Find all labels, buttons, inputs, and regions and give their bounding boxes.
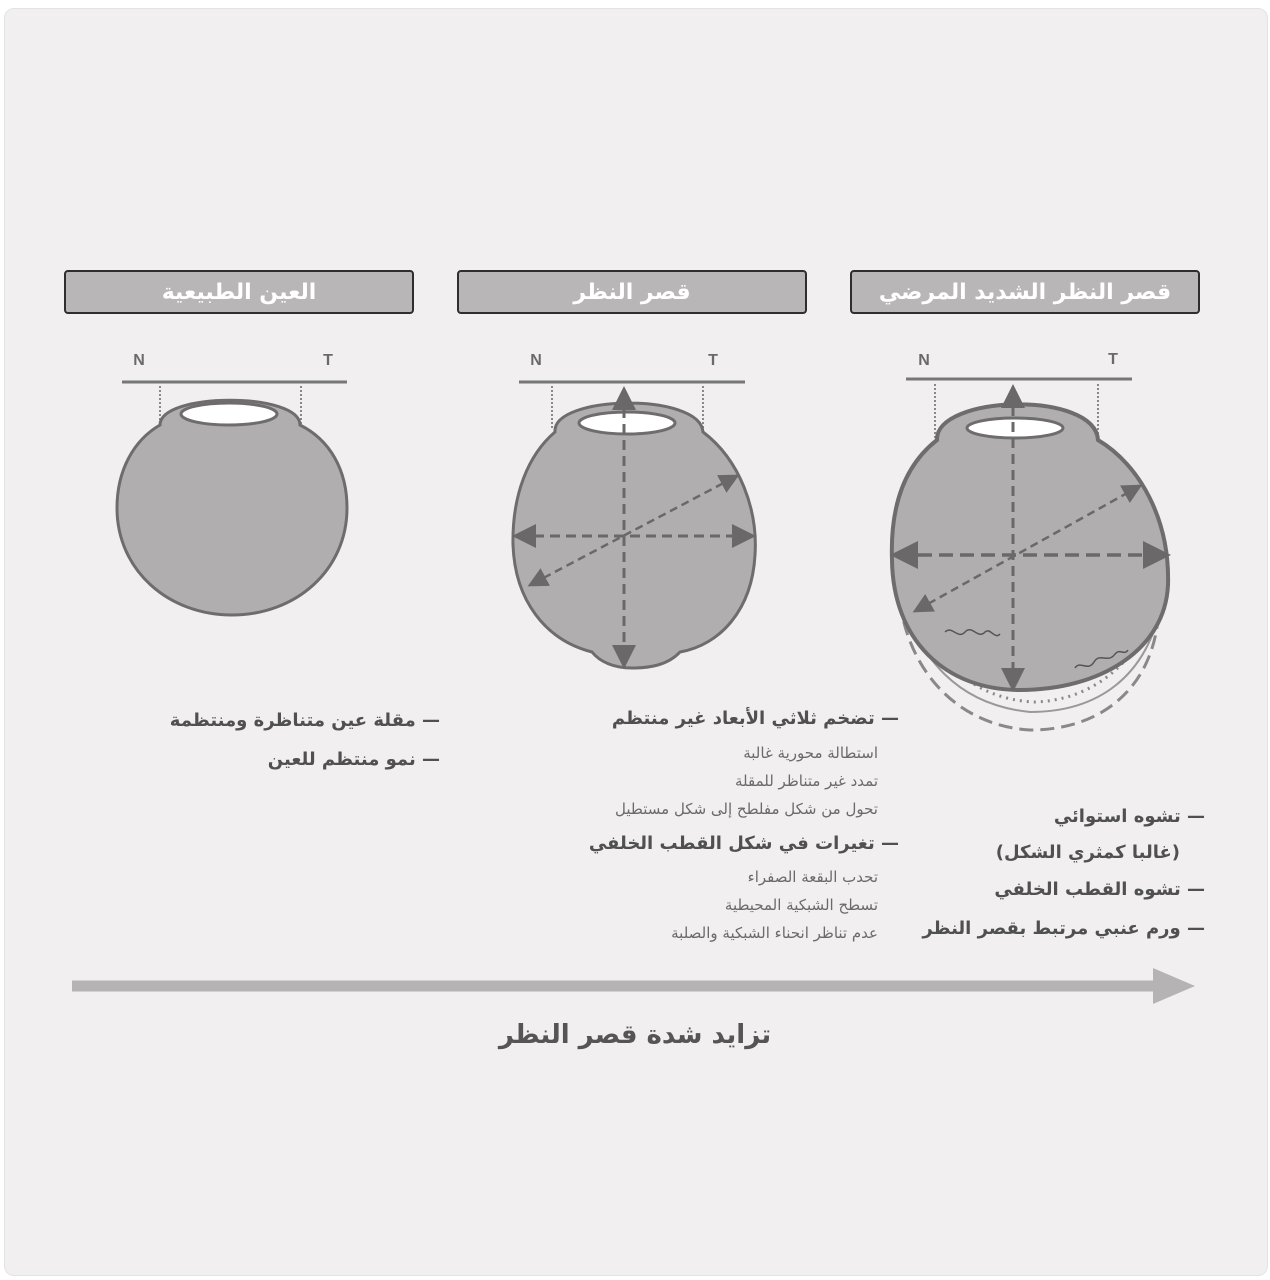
lens-ellipse: [967, 418, 1063, 438]
myopia-heading-1: — تضخم ثلاثي الأبعاد غير منتظم: [611, 708, 899, 729]
severity-axis-label: تزايد شدة قصر النظر: [498, 1020, 772, 1050]
myopia-sub-4: تحدب البقعة الصفراء: [747, 868, 878, 886]
temporal-label: T: [323, 352, 333, 369]
eyeball-shape: [892, 404, 1168, 690]
temporal-label: T: [708, 352, 718, 369]
myopia-sub-3: تحول من شكل مفلطح إلى شكل مستطيل: [615, 800, 878, 818]
temporal-label: T: [1108, 351, 1118, 368]
lens-ellipse: [181, 403, 277, 425]
pathologic-desc-3: — ورم عنبي مرتبط بقصر النظر: [922, 918, 1205, 939]
myopia-sub-5: تسطح الشبكية المحيطية: [724, 896, 878, 914]
myopia-sub-2: تمدد غير متناظر للمقلة: [734, 772, 878, 790]
myopic-eye: [513, 352, 755, 668]
pathologic-desc-1b: (غالبا كمثري الشكل): [995, 842, 1180, 863]
pathologic-desc-2: — تشوه القطب الخلفي: [994, 879, 1205, 900]
normal-eye: [117, 352, 347, 615]
nasal-label: N: [133, 352, 145, 369]
pathologic-myopic-eye: [892, 351, 1168, 730]
stage-header-myopia: قصر النظر: [457, 270, 807, 314]
pathologic-desc-1: — تشوه استوائي: [1053, 806, 1205, 827]
normal-desc-1: — مقلة عين متناظرة ومنتظمة: [169, 710, 440, 731]
eyeball-shape: [117, 400, 347, 615]
lens-ellipse: [579, 412, 675, 434]
nasal-label: N: [918, 352, 930, 369]
normal-desc-2: — نمو منتظم للعين: [267, 749, 440, 770]
stage-header-normal-eye: العين الطبيعية: [64, 270, 414, 314]
myopia-sub-6: عدم تناظر انحناء الشبكية والصلبة: [671, 924, 878, 942]
stage-header-pathologic-myopia: قصر النظر الشديد المرضي: [850, 270, 1200, 314]
myopia-sub-1: استطالة محورية غالبة: [743, 744, 878, 762]
nasal-label: N: [530, 352, 542, 369]
severity-arrow: [72, 968, 1195, 1004]
myopia-heading-2: — تغيرات في شكل القطب الخلفي: [588, 833, 899, 854]
